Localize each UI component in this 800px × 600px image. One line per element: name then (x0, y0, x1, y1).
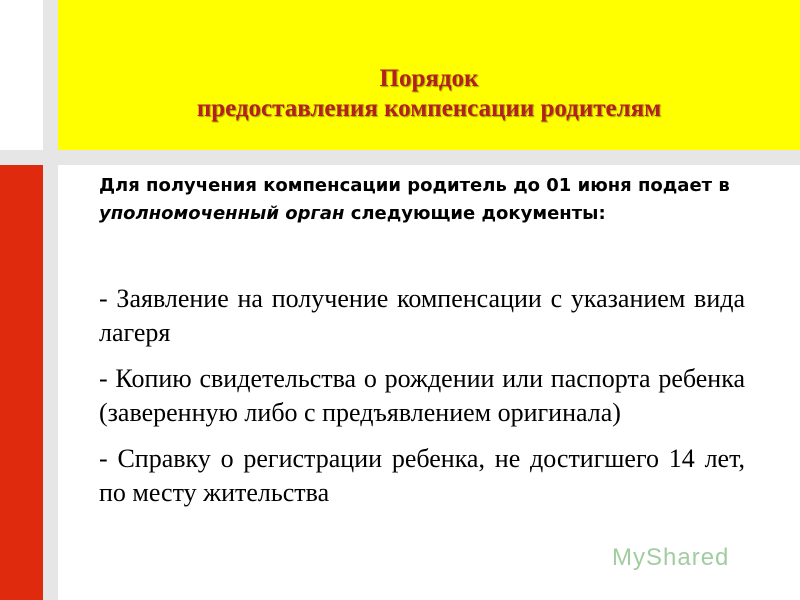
list-item: - Заявление на получение компенсации с указанием вида лагеря (99, 284, 745, 347)
left-accent-bar (0, 165, 43, 600)
intro-emphasis: уполномоченный орган (99, 203, 345, 224)
document-list (99, 282, 745, 522)
list-item: - Справку о регистрации ребенка, не достигшего 14 лет, по месту жительства (99, 444, 745, 507)
slide-title-line-1: Порядок (379, 65, 479, 92)
slide-title (58, 64, 800, 124)
slide-title-line-2: предоставления компенсации родителям (196, 95, 662, 122)
list-item: - Копию свидетельства о рождении или паспорта ребенка (заверенную либо с предъявлением оригинала) (99, 364, 745, 427)
left-divider (43, 0, 58, 600)
left-bar-top (0, 0, 43, 150)
intro-text-end: следующие документы: (344, 203, 606, 224)
intro-paragraph (99, 172, 749, 228)
intro-text-start: Для получения компенсации родитель до 01 июня подает в (99, 175, 730, 196)
horizontal-divider (0, 150, 800, 165)
watermark-logo: MyShared (612, 544, 730, 571)
